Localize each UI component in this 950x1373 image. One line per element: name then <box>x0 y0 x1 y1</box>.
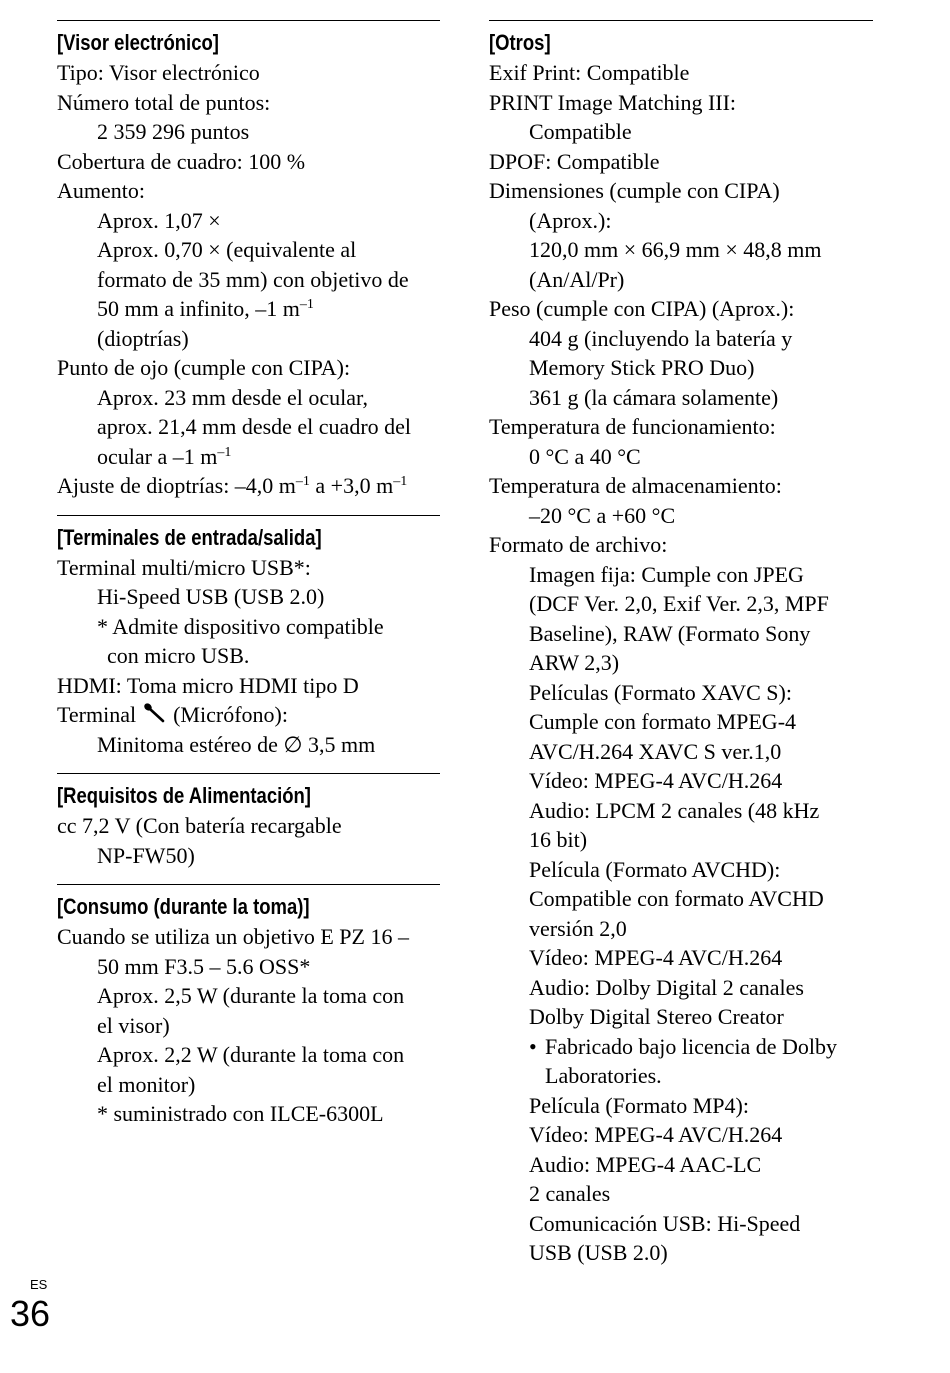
spec-line <box>57 294 440 324</box>
spec-line: * Admite dispositivo compatible <box>97 613 384 639</box>
spec-line: Comunicación USB: Hi-Speed <box>529 1210 801 1236</box>
spec-line: 120,0 mm × 66,9 mm × 48,8 mm <box>529 237 822 262</box>
spec-line: Aprox. 1,07 × <box>97 207 221 233</box>
spec-line: Formato de archivo: <box>489 532 668 557</box>
spec-line: 16 bit) <box>529 827 588 852</box>
spec-line: Audio: Dolby Digital 2 canales <box>529 974 804 1000</box>
spec-line: * suministrado con ILCE-6300L <box>97 1101 384 1126</box>
spec-line: Temperatura de funcionamiento: <box>489 414 776 439</box>
spec-line: Terminal multi/micro USB*: <box>57 554 311 580</box>
spec-line: Compatible con formato AVCHD <box>529 886 824 911</box>
spec-line: Audio: LPCM 2 canales (48 kHz <box>529 797 820 823</box>
spec-line: con micro USB. <box>107 643 250 668</box>
spec-line: versión 2,0 <box>529 915 627 941</box>
spec-line: –20 °C a +60 °C <box>529 502 676 528</box>
left-column <box>57 20 440 1143</box>
section-alimentacion <box>57 773 440 870</box>
spec-line: HDMI: Toma micro HDMI tipo D <box>57 672 359 698</box>
spec-line: Aprox. 2,5 W (durante la toma con <box>97 983 405 1008</box>
spec-line: Vídeo: MPEG-4 AVC/H.264 <box>529 945 783 970</box>
right-column <box>489 20 873 1282</box>
superscript: –1 <box>295 474 310 489</box>
spec-line: el visor) <box>97 1012 170 1038</box>
spec-line: Dimensiones (cumple con CIPA) <box>489 178 780 203</box>
spec-line: Minitoma estéreo de ∅ 3,5 mm <box>97 731 376 757</box>
spec-line: Cuando se utiliza un objetivo E PZ 16 – <box>57 924 409 949</box>
spec-line: Exif Print: Compatible <box>489 60 690 85</box>
spec-line: Memory Stick PRO Duo) <box>529 355 755 380</box>
spec-line <box>57 442 440 472</box>
spec-text: Fabricado bajo licencia de Dolby <box>545 1033 838 1059</box>
spec-line: Número total de puntos: <box>57 89 271 115</box>
spec-line: formato de 35 mm) con objetivo de <box>97 266 409 292</box>
spec-line: Cobertura de cuadro: 100 % <box>57 148 306 174</box>
bullet-icon: • <box>529 1033 537 1059</box>
spec-line: ARW 2,3) <box>529 650 620 675</box>
section-title: [Terminales de entrada/salida] <box>57 524 322 550</box>
spec-line: Aprox. 23 mm desde el ocular, <box>97 384 368 410</box>
section-terminales <box>57 515 440 760</box>
spec-line: Aprox. 2,2 W (durante la toma con <box>97 1042 405 1067</box>
spec-line: 2 359 296 puntos <box>97 119 250 144</box>
spec-line: NP-FW50) <box>97 842 195 868</box>
spec-line: AVC/H.264 XAVC S ver.1,0 <box>529 738 782 764</box>
spec-line: cc 7,2 V (Con batería recargable <box>57 813 342 838</box>
spec-line: Tipo: Visor electrónico <box>57 60 260 85</box>
spec-line: Aprox. 0,70 × (equivalente al <box>97 237 357 262</box>
spec-line: Aumento: <box>57 178 145 203</box>
spec-line: (dioptrías) <box>97 325 189 351</box>
spec-line: 404 g (incluyendo la batería y <box>529 325 793 351</box>
section-title: [Requisitos de Alimentación] <box>57 783 311 808</box>
superscript: –1 <box>217 444 232 460</box>
section-visor <box>57 20 440 501</box>
microphone-icon <box>142 702 168 724</box>
section-otros <box>489 20 873 1268</box>
spec-text: ocular a –1 m <box>97 443 218 469</box>
spec-line: Peso (cumple con CIPA) (Aprox.): <box>489 296 795 321</box>
spec-line: Audio: MPEG-4 AAC-LC <box>529 1151 762 1177</box>
spec-line: Película (Formato AVCHD): <box>529 856 781 882</box>
spec-line: Laboratories. <box>545 1063 662 1088</box>
page-number: 36 <box>10 1293 51 1334</box>
spec-line: Películas (Formato XAVC S): <box>529 679 792 705</box>
spec-line: 361 g (la cámara solamente) <box>529 384 779 410</box>
spec-text: Terminal <box>57 702 142 727</box>
section-title: [Consumo (durante la toma)] <box>57 894 310 919</box>
section-consumo <box>57 884 440 1129</box>
spec-line: Compatible <box>529 119 632 144</box>
spec-line: Imagen fija: Cumple con JPEG <box>529 561 804 587</box>
spec-text: a +3,0 m <box>309 473 394 498</box>
spec-line <box>489 1032 873 1062</box>
spec-text: Ajuste de dioptrías: –4,0 m <box>57 473 296 498</box>
spec-line: (Aprox.): <box>529 207 612 233</box>
spec-line: Cumple con formato MPEG-4 <box>529 709 797 734</box>
spec-text: 50 mm a infinito, –1 m <box>97 296 300 321</box>
section-title: [Visor electrónico] <box>57 30 219 55</box>
spec-line: Vídeo: MPEG-4 AVC/H.264 <box>529 1122 783 1147</box>
spec-line: Temperatura de almacenamiento: <box>489 473 782 498</box>
spec-line: Película (Formato MP4): <box>529 1092 749 1118</box>
spec-line <box>57 700 440 730</box>
superscript: –1 <box>299 297 314 312</box>
otros-lines <box>489 58 873 1268</box>
spec-line: (DCF Ver. 2,0, Exif Ver. 2,3, MPF <box>529 591 829 616</box>
spec-line <box>57 471 440 501</box>
spec-line: 50 mm F3.5 – 5.6 OSS* <box>97 953 311 979</box>
spec-line: (An/Al/Pr) <box>529 266 625 292</box>
spec-line: Dolby Digital Stereo Creator <box>529 1004 784 1029</box>
spec-line: Punto de ojo (cumple con CIPA): <box>57 355 351 380</box>
spec-line: Vídeo: MPEG-4 AVC/H.264 <box>529 768 783 793</box>
spec-line: Baseline), RAW (Formato Sony <box>529 620 811 646</box>
spec-line: USB (USB 2.0) <box>529 1240 668 1265</box>
spec-line: 2 canales <box>529 1181 611 1206</box>
spec-line: PRINT Image Matching III: <box>489 89 737 115</box>
section-title: [Otros] <box>489 30 551 55</box>
superscript: –1 <box>393 474 408 489</box>
spec-line: DPOF: Compatible <box>489 148 660 174</box>
spec-text: (Micrófono): <box>167 702 288 727</box>
spec-line: el monitor) <box>97 1071 196 1097</box>
spec-line: Hi-Speed USB (USB 2.0) <box>97 584 325 609</box>
spec-line: aprox. 21,4 mm desde el cuadro del <box>97 414 412 439</box>
language-label: ES <box>30 1277 48 1292</box>
spec-line: 0 °C a 40 °C <box>529 443 641 469</box>
